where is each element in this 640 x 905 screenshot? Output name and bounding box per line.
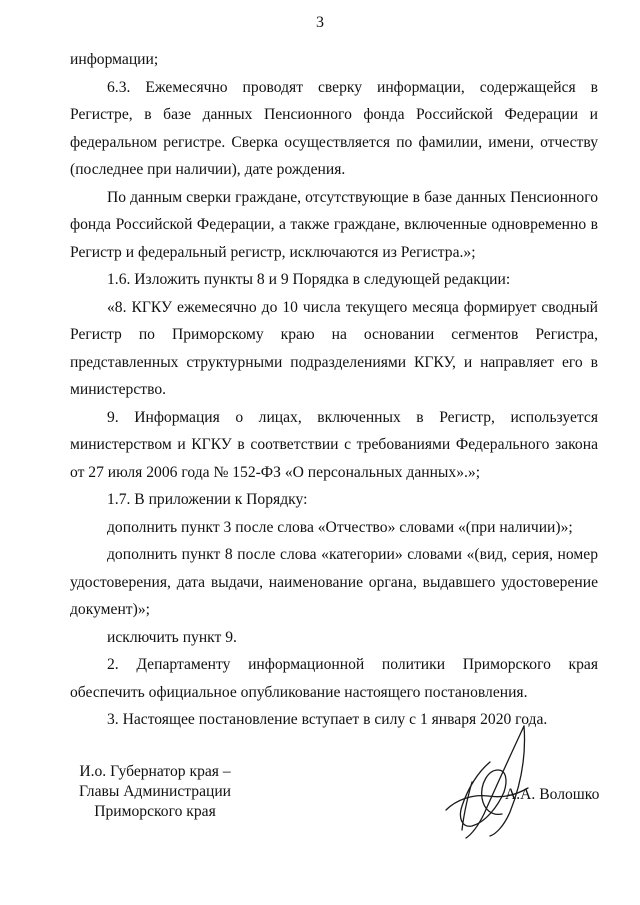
signatory-title-line: Главы Администрации <box>78 783 232 800</box>
page-number: 3 <box>316 14 324 31</box>
paragraph: дополнить пункт 8 после слова «категории» словами «(вид, серия, номер удостоверения, дата выдачи, наименование органа, выдавшего удостоверение документ)»; <box>70 546 598 618</box>
signatory-title-line: Приморского края <box>94 803 216 820</box>
paragraph: 3. Настоящее постановление вступает в силу с 1 января 2020 года. <box>107 711 548 728</box>
paragraph: 6.3. Ежемесячно проводят сверку информации, содержащейся в Регистре, в базе данных Пенсионного фонда Российской Федерации и федеральном регистре. Сверка осуществляется по фамилии, имени, отчеству (последнее при наличии), дате рождения. <box>70 78 598 178</box>
paragraph: «8. КГКУ ежемесячно до 10 числа текущего месяца формирует сводный Регистр по Приморскому краю на основании сегментов Регистра, представленных структурными подразделениями КГКУ, и направляет его в министерство. <box>70 298 598 398</box>
handwritten-signature <box>432 722 542 842</box>
paragraph: исключить пункт 9. <box>107 628 237 646</box>
document-body <box>70 46 598 734</box>
paragraph: 1.6. Изложить пункты 8 и 9 Порядка в следующей редакции: <box>107 271 511 288</box>
paragraph: 1.7. В приложении к Порядку: <box>107 491 308 508</box>
signatory-name: А.А. Волошко <box>505 786 600 803</box>
signatory-title <box>70 762 240 822</box>
paragraph: 9. Информация о лицах, включенных в Регистр, используется министерством и КГКУ в соответствии с требованиями Федерального закона от 27 июля 2006 года № 152-ФЗ «О персональных данных».»; <box>70 408 598 481</box>
paragraph: дополнить пункт 3 после слова «Отчество» словами «(при наличии)»; <box>107 518 573 536</box>
paragraph: 2. Департаменту информационной политики Приморского края обеспечить официальное опубликование настоящего постановления. <box>70 656 598 701</box>
paragraph: По данным сверки граждане, отсутствующие в базе данных Пенсионного фонда Российской Федерации, а также граждане, включенные одновременно в Регистр и федеральный регистр, исключаются из Регистра.»; <box>70 188 598 261</box>
signatory-title-line: И.о. Губернатор края – <box>79 763 231 780</box>
paragraph: информации; <box>70 51 159 68</box>
